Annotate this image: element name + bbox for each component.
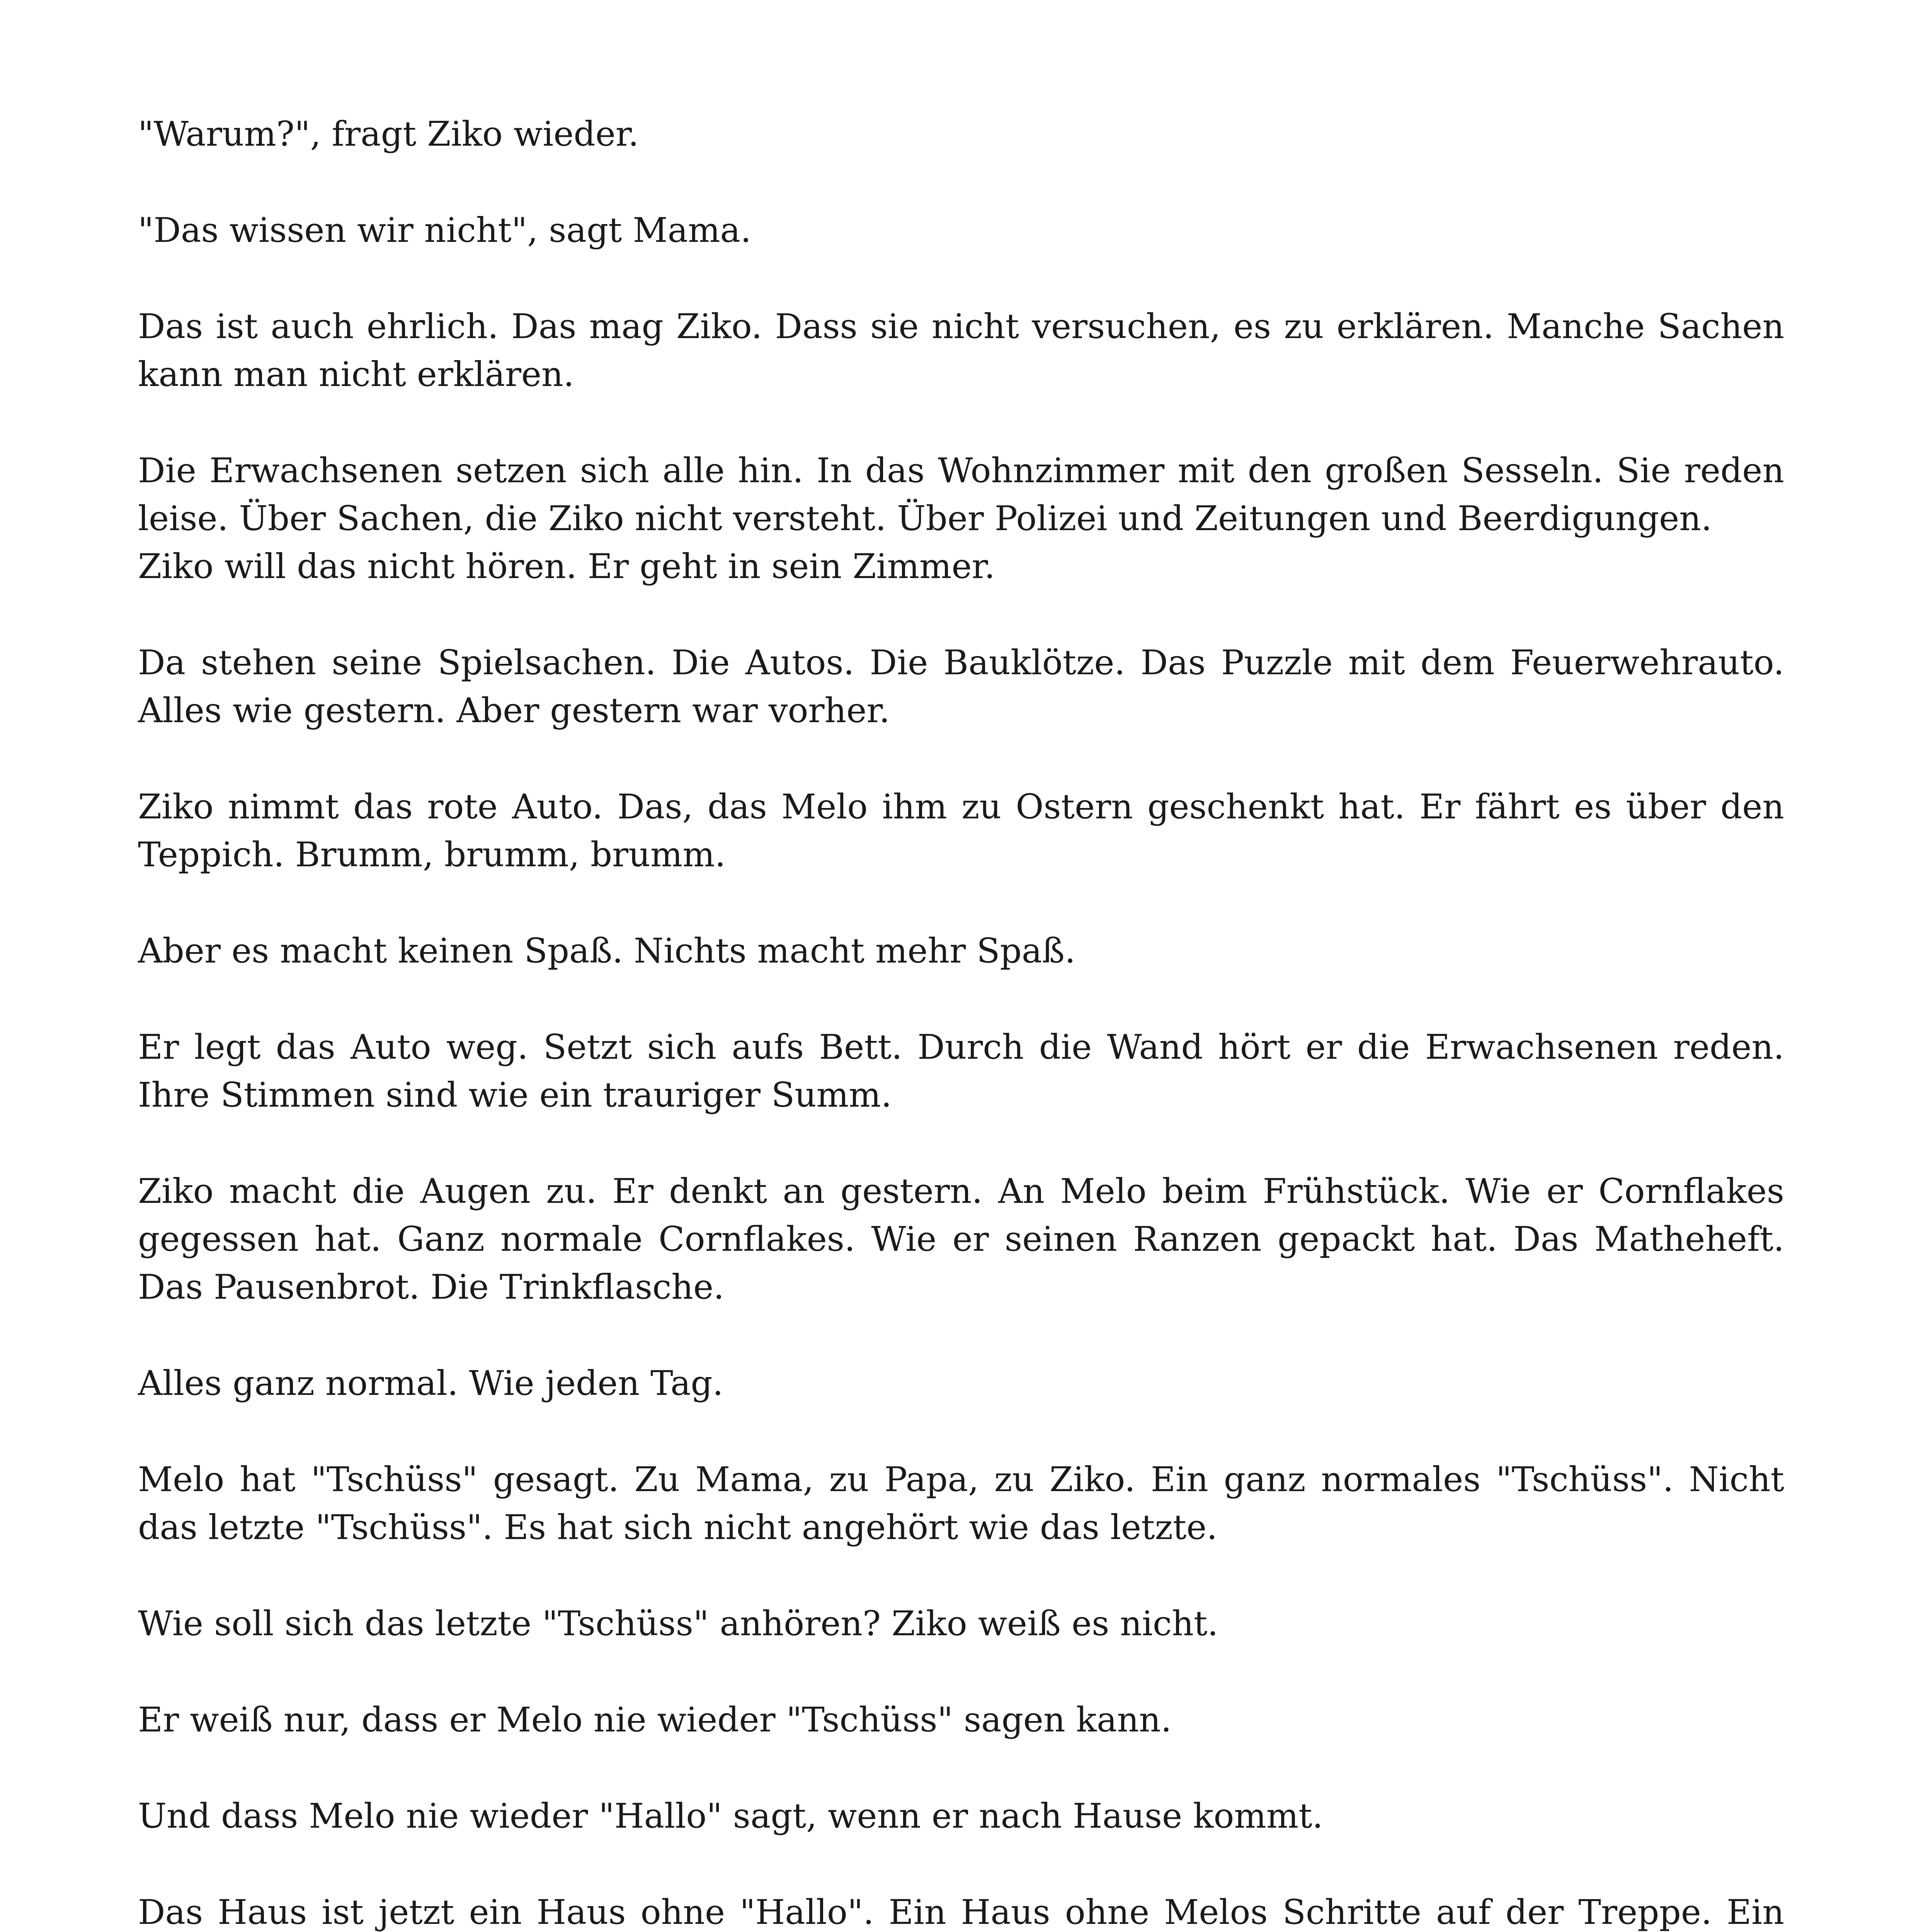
paragraph-4: Die Erwachsenen setzen sich alle hin. In das Wohnzimmer mit den großen Sesseln. Sie reden leise. Über Sachen, die Ziko nicht versteht. Über Polizei und Zeitungen und Beerdigungen. Ziko will das nicht hören. Er geht in sein Zimmer. [138,451,1784,586]
paragraph-7: Aber es macht keinen Spaß. Nichts macht mehr Spaß. [138,931,1076,971]
paragraph-11: Melo hat "Tschüss" gesagt. Zu Mama, zu Papa, zu Ziko. Ein ganz normales "Tschüss". Nicht das letzte "Tschüss". Es hat sich nicht angehört wie das letzte. [138,1459,1784,1547]
story-text [138,110,1784,1932]
paragraph-8: Er legt das Auto weg. Setzt sich aufs Bett. Durch die Wand hört er die Erwachsenen reden. Ihre Stimmen sind wie ein trauriger Summ. [138,1027,1784,1115]
paragraph-10: Alles ganz normal. Wie jeden Tag. [138,1363,723,1403]
paragraph-6: Ziko nimmt das rote Auto. Das, das Melo ihm zu Ostern geschenkt hat. Er fährt es über den Teppich. Brumm, brumm, brumm. [138,787,1784,874]
paragraph-15: Das Haus ist jetzt ein Haus ohne "Hallo". Ein Haus ohne Melos Schritte auf der Treppe. Ein [138,1892,1784,1932]
paragraph-3: Das ist auch ehrlich. Das mag Ziko. Dass sie nicht versuchen, es zu erklären. Manche Sachen kann man nicht erklären. [138,306,1784,394]
paragraph-13: Er weiß nur, dass er Melo nie wieder "Tschüss" sagen kann. [138,1700,1172,1740]
paragraph-5: Da stehen seine Spielsachen. Die Autos. Die Bauklötze. Das Puzzle mit dem Feuerwehrauto. Alles wie gestern. Aber gestern war vorher. [138,643,1784,730]
paragraph-1: "Warum?", fragt Ziko wieder. [138,114,639,154]
paragraph-12: Wie soll sich das letzte "Tschüss" anhören? Ziko weiß es nicht. [138,1604,1218,1643]
paragraph-9: Ziko macht die Augen zu. Er denkt an gestern. An Melo beim Frühstück. Wie er Cornflakes gegessen hat. Ganz normale Cornflakes. Wie er seinen Ranzen gepackt hat. Das Matheheft. Das Pausenbrot. Die Trinkflasche. [138,1171,1784,1307]
paragraph-14: Und dass Melo nie wieder "Hallo" sagt, wenn er nach Hause kommt. [138,1796,1323,1836]
paragraph-2: "Das wissen wir nicht", sagt Mama. [138,210,751,250]
